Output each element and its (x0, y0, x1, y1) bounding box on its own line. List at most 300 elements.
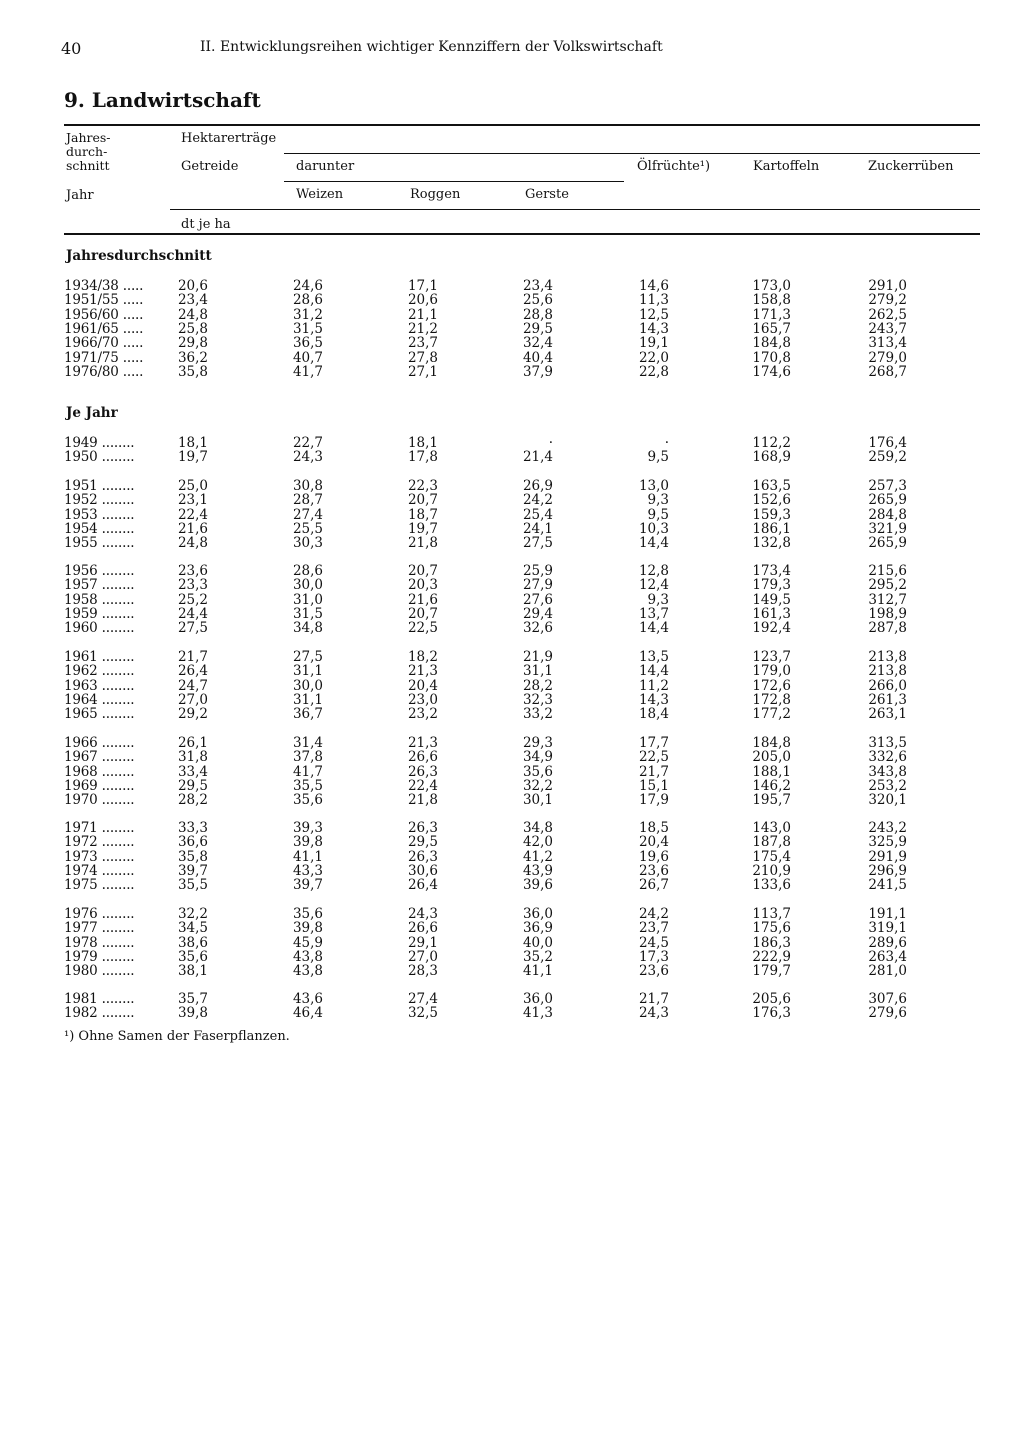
table-cell: 29,3 (522, 735, 553, 751)
table-cell: 17,3 (638, 948, 669, 965)
table-cell: 20,4 (638, 834, 669, 851)
table-cell: 29,5 (177, 777, 208, 794)
table-cell: 172,8 (752, 691, 791, 708)
table-cell: 23,0 (407, 691, 438, 708)
table-cell: 262,5 (868, 306, 907, 323)
table-cell: 39,8 (292, 834, 323, 851)
table-cell: 34,8 (292, 620, 323, 637)
table-cell: 37,8 (292, 749, 323, 766)
table-cell: 36,6 (177, 834, 208, 851)
table-cell: 17,1 (407, 278, 438, 294)
table-cell: 35,6 (177, 948, 208, 965)
table-cell: 12,8 (638, 563, 669, 579)
table-cell: 41,1 (522, 963, 553, 980)
table-cell: 27,5 (177, 620, 208, 637)
table-cell: 176,4 (868, 435, 907, 451)
table-cell: 296,9 (868, 862, 907, 879)
table-cell: 35,6 (292, 792, 323, 809)
table-cell: 30,0 (292, 577, 323, 594)
col-header-weizen: Weizen (296, 187, 344, 202)
table-cell: 257,3 (868, 478, 907, 494)
table-cell: 32,4 (522, 335, 553, 352)
table-cell: 253,2 (868, 777, 907, 794)
row-label: 1972 ........ (64, 834, 135, 851)
table-cell: 21,4 (522, 449, 553, 466)
table-cell: 34,5 (177, 920, 208, 937)
table-cell: 23,4 (522, 278, 553, 294)
table-cell: 11,3 (638, 292, 669, 309)
table-cell: 186,3 (752, 934, 791, 951)
row-label: 1963 ........ (64, 677, 135, 694)
table-cell: 320,1 (868, 792, 907, 809)
table-cell: 17,9 (638, 792, 669, 809)
table-cell: 28,2 (177, 792, 208, 809)
row-label: 1961 ........ (64, 649, 135, 665)
table-cell: 21,7 (177, 649, 208, 665)
table-cell: 21,8 (407, 535, 438, 552)
table-cell: 173,0 (752, 278, 791, 294)
table-cell: 113,7 (752, 906, 791, 922)
table-cell: 24,3 (407, 906, 438, 922)
row-label: 1965 ........ (64, 706, 135, 723)
table-cell: 13,7 (638, 605, 669, 622)
table-cell: 158,8 (752, 292, 791, 309)
table-cell: 27,0 (407, 948, 438, 965)
row-label: 1952 ........ (64, 492, 135, 509)
table-cell: 36,7 (292, 706, 323, 723)
table-cell: 24,6 (292, 278, 323, 294)
table-cell: 30,1 (522, 792, 553, 809)
row-label: 1973 ........ (64, 848, 135, 865)
table-cell: 21,3 (407, 663, 438, 680)
row-label: 1958 ........ (64, 591, 135, 608)
table-cell: 39,7 (292, 877, 323, 894)
row-label: 1970 ........ (64, 792, 135, 809)
table-cell: 23,6 (177, 563, 208, 579)
table-cell: 25,6 (522, 292, 553, 309)
col-header-unit: dt je ha (181, 217, 231, 232)
table-cell: 9,3 (647, 591, 669, 608)
table-cell: 20,7 (407, 492, 438, 509)
table-cell: 41,7 (292, 363, 323, 380)
table-cell: 12,4 (638, 577, 669, 594)
table-cell: 343,8 (868, 763, 907, 780)
table-cell: 35,6 (522, 763, 553, 780)
table-cell: 205,0 (752, 749, 791, 766)
table-cell: 263,4 (868, 948, 907, 965)
table-cell: 243,2 (868, 820, 907, 836)
table-cell: 123,7 (752, 649, 791, 665)
table-cell: 313,5 (868, 735, 907, 751)
table-cell: 28,7 (292, 492, 323, 509)
table-cell: 321,9 (868, 520, 907, 537)
table-cell: 210,9 (752, 862, 791, 879)
table-cell: 9,5 (647, 449, 669, 466)
table-cell: 21,9 (522, 649, 553, 665)
table-cell: 174,6 (752, 363, 791, 380)
table-cell: 222,9 (752, 948, 791, 965)
table-cell: 143,0 (752, 820, 791, 836)
table-cell: 35,5 (292, 777, 323, 794)
table-cell: 23,7 (407, 335, 438, 352)
table-cell: 24,5 (638, 934, 669, 951)
table-cell: 18,4 (638, 706, 669, 723)
table-cell: 19,7 (177, 449, 208, 466)
table-cell: 25,2 (177, 591, 208, 608)
table-cell: 27,4 (292, 506, 323, 523)
table-cell: · (548, 435, 553, 451)
table-cell: 35,8 (177, 363, 208, 380)
table-cell: 22,0 (638, 349, 669, 366)
table-cell: 26,3 (407, 820, 438, 836)
table-cell: 39,8 (292, 920, 323, 937)
table-cell: 31,5 (292, 605, 323, 622)
row-label: 1967 ........ (64, 749, 135, 766)
table-cell: 35,6 (292, 906, 323, 922)
table-cell: 184,8 (752, 335, 791, 352)
top-rule (64, 124, 980, 126)
table-cell: 205,6 (752, 991, 791, 1007)
table-cell: 25,4 (522, 506, 553, 523)
table-cell: 18,5 (638, 820, 669, 836)
row-label: 1950 ........ (64, 449, 135, 466)
table-cell: 24,2 (638, 906, 669, 922)
row-label: 1976 ........ (64, 906, 135, 922)
table-cell: 32,2 (522, 777, 553, 794)
table-cell: 43,8 (292, 948, 323, 965)
table-cell: 192,4 (752, 620, 791, 637)
table-cell: 14,4 (638, 535, 669, 552)
table-cell: 14,4 (638, 663, 669, 680)
table-cell: 28,8 (522, 306, 553, 323)
col-header-oelfruechte: Ölfrüchte¹) (637, 159, 711, 174)
col-header-gerste: Gerste (525, 187, 569, 202)
row-label: 1955 ........ (64, 535, 135, 552)
col-header-getreide: Getreide (181, 159, 239, 174)
row-label: 1956/60 ..... (64, 306, 144, 323)
table-cell: 21,7 (638, 991, 669, 1007)
table-cell: 43,3 (292, 862, 323, 879)
row-label: 1971 ........ (64, 820, 135, 836)
table-cell: 36,9 (522, 920, 553, 937)
row-label: 1951 ........ (64, 478, 135, 494)
table-cell: 325,9 (868, 834, 907, 851)
table-cell: 38,1 (177, 963, 208, 980)
table-cell: 243,7 (868, 320, 907, 337)
row-label: 1960 ........ (64, 620, 135, 637)
table-cell: 176,3 (752, 1005, 791, 1022)
table-cell: 35,5 (177, 877, 208, 894)
row-label: 1981 ........ (64, 991, 135, 1007)
table-cell: 312,7 (868, 591, 907, 608)
table-cell: 24,3 (292, 449, 323, 466)
table-cell: 45,9 (292, 934, 323, 951)
table-cell: 23,6 (638, 963, 669, 980)
table-cell: 15,1 (638, 777, 669, 794)
table-cell: 291,9 (868, 848, 907, 865)
table-cell: 23,3 (177, 577, 208, 594)
table-cell: · (664, 435, 669, 451)
row-label: 1957 ........ (64, 577, 135, 594)
col-header-zuckerrueben: Zuckerrüben (868, 159, 954, 174)
table-cell: 279,6 (868, 1005, 907, 1022)
group-rule (284, 153, 980, 154)
table-cell: 268,7 (868, 363, 907, 380)
row-label: 1951/55 ..... (64, 292, 144, 309)
row-label: 1956 ........ (64, 563, 135, 579)
table-cell: 39,6 (522, 877, 553, 894)
table-cell: 149,5 (752, 591, 791, 608)
table-cell: 23,7 (638, 920, 669, 937)
row-label: 1971/75 ..... (64, 349, 144, 366)
table-cell: 14,3 (638, 691, 669, 708)
table-cell: 21,8 (407, 792, 438, 809)
table-cell: 26,4 (177, 663, 208, 680)
table-cell: 175,4 (752, 848, 791, 865)
table-cell: 27,8 (407, 349, 438, 366)
table-cell: 241,5 (868, 877, 907, 894)
table-cell: 191,1 (868, 906, 907, 922)
section-title: 9. Landwirtschaft (64, 88, 261, 112)
table-cell: 36,2 (177, 349, 208, 366)
table-cell: 22,8 (638, 363, 669, 380)
table-cell: 28,3 (407, 963, 438, 980)
table-cell: 23,6 (638, 862, 669, 879)
table-cell: 36,0 (522, 991, 553, 1007)
table-cell: 21,6 (407, 591, 438, 608)
table-cell: 9,5 (647, 506, 669, 523)
table-cell: 26,6 (407, 749, 438, 766)
table-cell: 27,1 (407, 363, 438, 380)
table-cell: 175,6 (752, 920, 791, 937)
table-cell: 24,1 (522, 520, 553, 537)
table-cell: 33,4 (177, 763, 208, 780)
table-cell: 37,9 (522, 363, 553, 380)
page-number: 40 (61, 39, 82, 58)
table-cell: 163,5 (752, 478, 791, 494)
col-header-jahr: Jahr (66, 188, 94, 203)
table-cell: 39,3 (292, 820, 323, 836)
table-cell: 332,6 (868, 749, 907, 766)
table-cell: 19,7 (407, 520, 438, 537)
header-bottom-rule (64, 233, 980, 235)
table-cell: 35,8 (177, 848, 208, 865)
table-cell: 26,9 (522, 478, 553, 494)
table-cell: 19,1 (638, 335, 669, 352)
table-cell: 32,6 (522, 620, 553, 637)
table-cell: 179,3 (752, 577, 791, 594)
section-label-averages: Jahresdurchschnitt (66, 248, 212, 264)
table-cell: 26,6 (407, 920, 438, 937)
table-cell: 27,5 (522, 535, 553, 552)
table-cell: 39,8 (177, 1005, 208, 1022)
row-label: 1977 ........ (64, 920, 135, 937)
table-cell: 184,8 (752, 735, 791, 751)
table-cell: 26,3 (407, 848, 438, 865)
col-header-jahresdurchschnitt-2: durch- (66, 144, 108, 159)
table-cell: 177,2 (752, 706, 791, 723)
table-cell: 31,1 (522, 663, 553, 680)
table-cell: 31,8 (177, 749, 208, 766)
footnote: ¹) Ohne Samen der Faserpflanzen. (64, 1029, 290, 1044)
table-cell: 279,2 (868, 292, 907, 309)
table-cell: 263,1 (868, 706, 907, 723)
table-cell: 18,7 (407, 506, 438, 523)
table-cell: 18,2 (407, 649, 438, 665)
table-cell: 18,1 (407, 435, 438, 451)
table-cell: 21,6 (177, 520, 208, 537)
table-cell: 22,5 (407, 620, 438, 637)
col-header-kartoffeln: Kartoffeln (753, 159, 820, 174)
table-cell: 46,4 (292, 1005, 323, 1022)
row-label: 1959 ........ (64, 605, 135, 622)
table-cell: 25,5 (292, 520, 323, 537)
table-cell: 133,6 (752, 877, 791, 894)
row-label: 1974 ........ (64, 862, 135, 879)
table-cell: 21,7 (638, 763, 669, 780)
table-cell: 17,7 (638, 735, 669, 751)
table-cell: 307,6 (868, 991, 907, 1007)
table-cell: 35,7 (177, 991, 208, 1007)
table-cell: 172,6 (752, 677, 791, 694)
table-cell: 170,8 (752, 349, 791, 366)
row-label: 1966 ........ (64, 735, 135, 751)
table-cell: 30,0 (292, 677, 323, 694)
table-cell: 22,4 (177, 506, 208, 523)
table-cell: 32,2 (177, 906, 208, 922)
table-cell: 289,6 (868, 934, 907, 951)
row-label: 1976/80 ..... (64, 363, 144, 380)
table-cell: 179,0 (752, 663, 791, 680)
table-cell: 198,9 (868, 605, 907, 622)
row-label: 1975 ........ (64, 877, 135, 894)
table-cell: 27,6 (522, 591, 553, 608)
row-label: 1979 ........ (64, 948, 135, 965)
table-cell: 188,1 (752, 763, 791, 780)
row-label: 1961/65 ..... (64, 320, 144, 337)
table-cell: 25,8 (177, 320, 208, 337)
row-label: 1954 ........ (64, 520, 135, 537)
table-cell: 32,3 (522, 691, 553, 708)
table-cell: 22,3 (407, 478, 438, 494)
row-label: 1978 ........ (64, 934, 135, 951)
table-cell: 23,4 (177, 292, 208, 309)
table-cell: 22,5 (638, 749, 669, 766)
table-cell: 152,6 (752, 492, 791, 509)
table-cell: 34,8 (522, 820, 553, 836)
table-cell: 36,0 (522, 906, 553, 922)
table-cell: 27,0 (177, 691, 208, 708)
table-cell: 20,6 (407, 292, 438, 309)
table-cell: 24,8 (177, 306, 208, 323)
table-cell: 259,2 (868, 449, 907, 466)
table-cell: 10,3 (638, 520, 669, 537)
table-cell: 43,8 (292, 963, 323, 980)
table-cell: 132,8 (752, 535, 791, 552)
table-cell: 14,6 (638, 278, 669, 294)
table-cell: 29,5 (407, 834, 438, 851)
table-cell: 319,1 (868, 920, 907, 937)
table-cell: 265,9 (868, 492, 907, 509)
table-cell: 266,0 (868, 677, 907, 694)
table-cell: 24,3 (638, 1005, 669, 1022)
table-cell: 13,5 (638, 649, 669, 665)
table-cell: 39,7 (177, 862, 208, 879)
table-cell: 313,4 (868, 335, 907, 352)
row-label: 1964 ........ (64, 691, 135, 708)
table-cell: 25,9 (522, 563, 553, 579)
table-cell: 146,2 (752, 777, 791, 794)
table-cell: 29,1 (407, 934, 438, 951)
table-cell: 161,3 (752, 605, 791, 622)
table-cell: 31,1 (292, 663, 323, 680)
table-cell: 14,3 (638, 320, 669, 337)
table-cell: 30,8 (292, 478, 323, 494)
table-cell: 281,0 (868, 963, 907, 980)
table-cell: 33,3 (177, 820, 208, 836)
table-cell: 187,8 (752, 834, 791, 851)
table-cell: 165,7 (752, 320, 791, 337)
table-cell: 26,4 (407, 877, 438, 894)
row-label: 1962 ........ (64, 663, 135, 680)
table-cell: 23,1 (177, 492, 208, 509)
row-label: 1949 ........ (64, 435, 135, 451)
col-header-hektarertraege: Hektarerträge (181, 131, 277, 146)
table-cell: 33,2 (522, 706, 553, 723)
row-label: 1980 ........ (64, 963, 135, 980)
table-cell: 9,3 (647, 492, 669, 509)
table-cell: 29,5 (522, 320, 553, 337)
table-cell: 19,6 (638, 848, 669, 865)
table-cell: 21,2 (407, 320, 438, 337)
table-cell: 159,3 (752, 506, 791, 523)
table-cell: 29,4 (522, 605, 553, 622)
row-label: 1934/38 ..... (64, 278, 144, 294)
table-cell: 13,0 (638, 478, 669, 494)
table-cell: 27,9 (522, 577, 553, 594)
table-cell: 40,0 (522, 934, 553, 951)
running-title: II. Entwicklungsreihen wichtiger Kennziffern der Volkswirtschaft (200, 39, 663, 55)
table-cell: 29,2 (177, 706, 208, 723)
table-cell: 41,3 (522, 1005, 553, 1022)
table-cell: 265,9 (868, 535, 907, 552)
table-cell: 26,1 (177, 735, 208, 751)
table-cell: 215,6 (868, 563, 907, 579)
table-cell: 27,4 (407, 991, 438, 1007)
table-cell: 171,3 (752, 306, 791, 323)
table-cell: 295,2 (868, 577, 907, 594)
table-cell: 34,9 (522, 749, 553, 766)
table-cell: 168,9 (752, 449, 791, 466)
table-cell: 11,2 (638, 677, 669, 694)
row-label: 1966/70 ..... (64, 335, 144, 352)
table-cell: 20,7 (407, 563, 438, 579)
table-cell: 31,5 (292, 320, 323, 337)
table-cell: 30,3 (292, 535, 323, 552)
table-cell: 26,3 (407, 763, 438, 780)
table-cell: 22,4 (407, 777, 438, 794)
table-cell: 24,7 (177, 677, 208, 694)
table-cell: 24,8 (177, 535, 208, 552)
table-cell: 25,0 (177, 478, 208, 494)
table-cell: 28,6 (292, 563, 323, 579)
table-cell: 24,2 (522, 492, 553, 509)
darunter-rule (284, 181, 624, 182)
table-cell: 29,8 (177, 335, 208, 352)
table-cell: 32,5 (407, 1005, 438, 1022)
table-cell: 23,2 (407, 706, 438, 723)
table-cell: 30,6 (407, 862, 438, 879)
